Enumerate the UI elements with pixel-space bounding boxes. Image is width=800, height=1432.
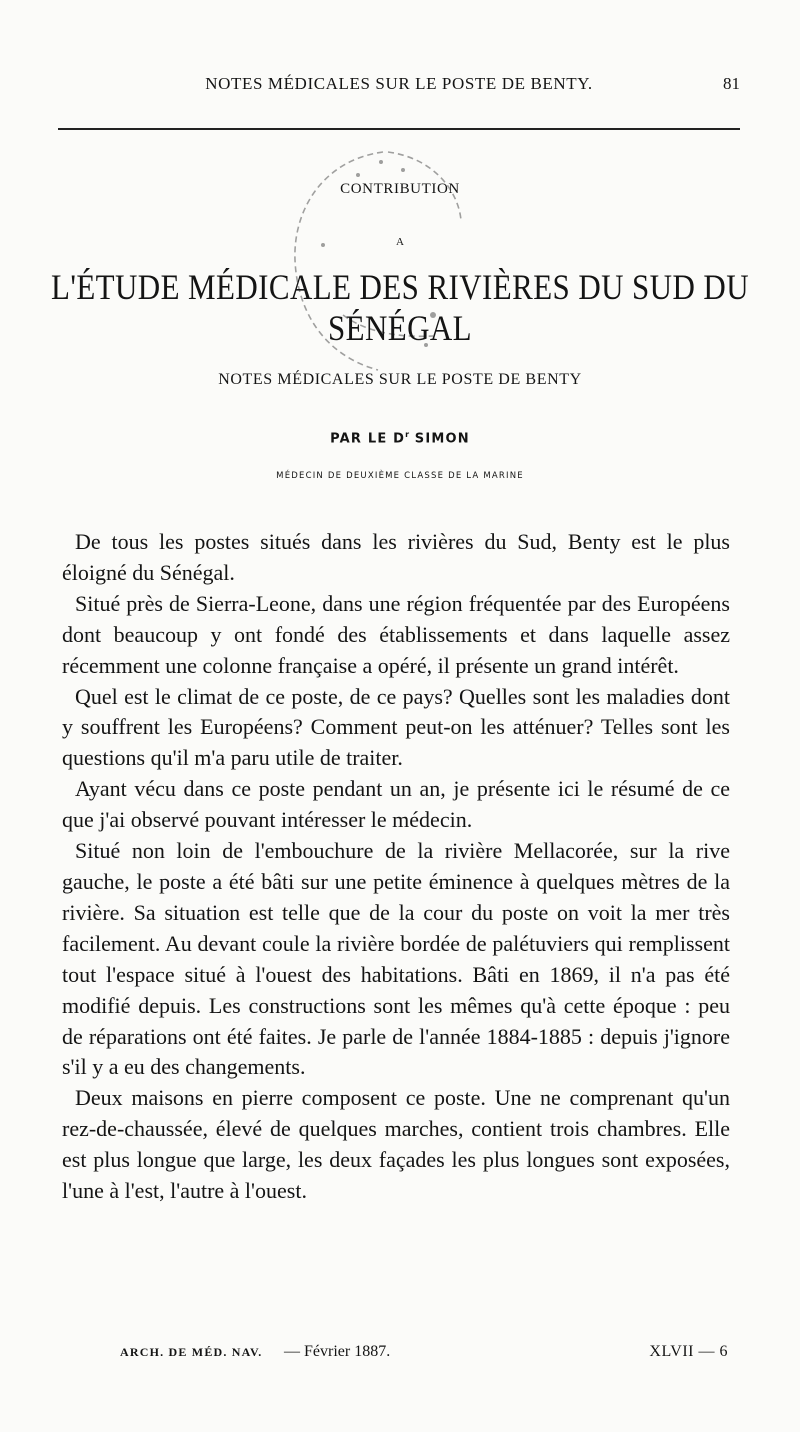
- page-number: 81: [723, 74, 740, 93]
- kicker-a: A: [396, 236, 404, 248]
- author-role: MÉDECIN DE DEUXIÈME CLASSE DE LA MARINE: [276, 471, 524, 481]
- running-head: [58, 74, 740, 102]
- footer-source: ARCH. DE MÉD. NAV.: [120, 1345, 263, 1359]
- byline: [0, 430, 800, 446]
- byline-prefix: PAR LE D: [330, 431, 406, 447]
- running-title: NOTES MÉDICALES SUR LE POSTE DE BENTY.: [205, 74, 593, 93]
- author-name: SIMON: [409, 431, 470, 447]
- paragraph: Ayant vécu dans ce poste pendant un an, je présente ici le résumé de ce que j'ai observé pouvant intéresser le médecin.: [62, 776, 730, 833]
- article-subtitle: NOTES MÉDICALES SUR LE POSTE DE BENTY: [218, 371, 582, 388]
- paragraph: De tous les postes situés dans les rivières du Sud, Benty est le plus éloigné du Sénégal.: [62, 529, 730, 585]
- paragraph: Quel est le climat de ce poste, de ce pays? Quelles sont les maladies dont y souffrent les Européens? Comment peut-on les atténuer? Telles sont les questions qu'il m'a paru utile de traiter.: [62, 683, 730, 771]
- article-title: L'ÉTUDE MÉDICALE DES RIVIÈRES DU SUD DU SÉNÉGAL: [51, 266, 749, 349]
- byline-superscript: r: [405, 430, 410, 439]
- kicker-contribution: CONTRIBUTION: [340, 181, 460, 197]
- paragraph: Situé près de Sierra-Leone, dans une région fréquentée par des Européens dont beaucoup y ont fondé des établissements et dans laquelle assez récemment une colonne française a opéré, il présente un grand intérêt.: [62, 590, 730, 678]
- page-footer: [120, 1343, 730, 1365]
- footer-date: — Février 1887.: [284, 1343, 391, 1360]
- paragraph: Deux maisons en pierre composent ce poste. Une ne comprenant qu'un rez-de-chaussée, élevé de quelques marches, contient trois chambres. Elle est plus longue que large, les deux façades les plus longues sont exposées, l'une à l'est, l'autre à l'ouest.: [62, 1085, 730, 1204]
- paragraph: Situé non loin de l'embouchure de la rivière Mellacorée, sur la rive gauche, le poste a été bâti sur une petite éminence à quelques mètres de la rivière. Sa situation est telle que de la cour du poste on voit la mer très facilement. Au devant coule la rivière bordée de palétuviers qui remplissent tout l'espace situé à l'ouest des habitations. Bâti en 1869, il n'a pas été modifié depuis. Les constructions sont les mêmes qu'à cette époque : peu de réparations ont été faites. Je parle de l'année 1884-1885 : depuis j'ignore s'il y a eu des changements.: [62, 838, 730, 1080]
- footer-signature: XLVII — 6: [649, 1343, 728, 1360]
- article-body: [62, 527, 730, 1207]
- header-rule: [58, 128, 740, 130]
